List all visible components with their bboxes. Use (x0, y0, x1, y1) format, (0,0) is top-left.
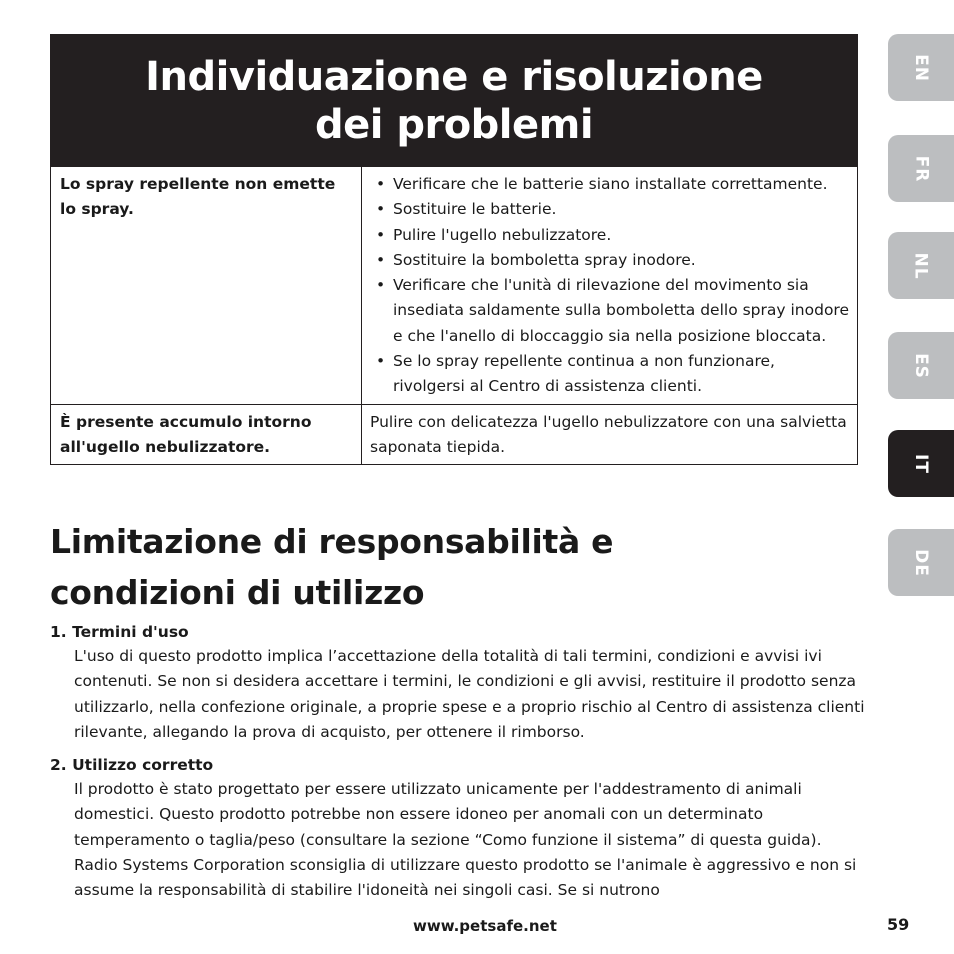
language-tab-de[interactable] (888, 529, 954, 596)
language-tab-label: FR (910, 155, 931, 182)
page-title-line-1: Individuazione e risoluzione (145, 53, 763, 100)
section-heading (50, 516, 850, 618)
list-item: • Verificare che l'unità di rilevazione del movimento sia insediata saldamente sulla bomboletta dello spray inodore e che l'anello di bloccaggio sia nella posizione bloccata. (370, 273, 851, 349)
section-heading-line-1: Limitazione di responsabilità e (50, 522, 614, 561)
page-number: 59 (887, 915, 910, 934)
table-row (51, 404, 858, 465)
section-heading-line-2: condizioni di utilizzo (50, 573, 425, 612)
list-item: • Sostituire la bomboletta spray inodore. (370, 248, 851, 273)
language-tab-label: ES (910, 352, 931, 379)
language-tab-en[interactable] (888, 34, 954, 101)
list-item: • Verificare che le batterie siano installate correttamente. (370, 172, 851, 197)
page-title-line-2: dei problemi (314, 101, 594, 148)
troubleshooting-table (50, 166, 858, 465)
list-item: • Pulire l'ugello nebulizzatore. (370, 223, 851, 248)
list-item: • Se lo spray repellente continua a non funzionare, rivolgersi al Centro di assistenza clienti. (370, 349, 851, 400)
language-tab-fr[interactable] (888, 135, 954, 202)
terms-list (50, 620, 870, 904)
page-title-banner (50, 34, 858, 167)
problem-cell: È presente accumulo intorno all'ugello nebulizzatore. (51, 404, 362, 465)
term-item (50, 753, 870, 903)
language-tab-es[interactable] (888, 332, 954, 399)
list-item: • Sostituire le batterie. (370, 197, 851, 222)
problem-cell: Lo spray repellente non emette lo spray. (51, 167, 362, 405)
term-item (50, 620, 870, 745)
language-tab-label: IT (910, 453, 931, 474)
term-body: L'uso di questo prodotto implica l’accettazione della totalità di tali termini, condizioni e avvisi ivi contenuti. Se non si desidera accettare i termini, le condizioni e gli avvisi, restituire il prodotto senza utilizzarlo, nella confezione originale, a proprie spese e a proprio rischio al Centro di assistenza clienti rilevante, allegando la prova di acquisto, per ottenere il rimborso. (74, 647, 865, 741)
language-tab-label: NL (911, 251, 931, 280)
term-heading: 1. Termini d'uso (50, 623, 189, 641)
solution-cell (362, 167, 858, 405)
term-heading: 2. Utilizzo corretto (50, 756, 214, 775)
language-tab-label: DE (910, 548, 931, 577)
table-row (51, 167, 858, 405)
language-tab-nl[interactable] (888, 232, 954, 299)
language-tab-label: EN (911, 53, 931, 82)
term-body: Il prodotto è stato progettato per essere utilizzato unicamente per l'addestramento di animali domestici. Questo prodotto potrebbe non essere idoneo per anomali con un determinato temperamento o taglia/peso (consultare la sezione “Como funzione il sistema” di questa guida). Radio Systems Corporation sconsiglia di utilizzare questo prodotto se l'animale è aggressivo e non si assume la responsabilità di stabilire l'idoneità nei singoli casi. Se si nutrono (74, 780, 857, 900)
footer-url: www.petsafe.net (413, 917, 557, 935)
solution-cell: Pulire con delicatezza l'ugello nebulizzatore con una salvietta saponata tiepida. (362, 404, 858, 465)
solution-list (370, 172, 851, 400)
language-tab-it[interactable] (888, 430, 954, 497)
